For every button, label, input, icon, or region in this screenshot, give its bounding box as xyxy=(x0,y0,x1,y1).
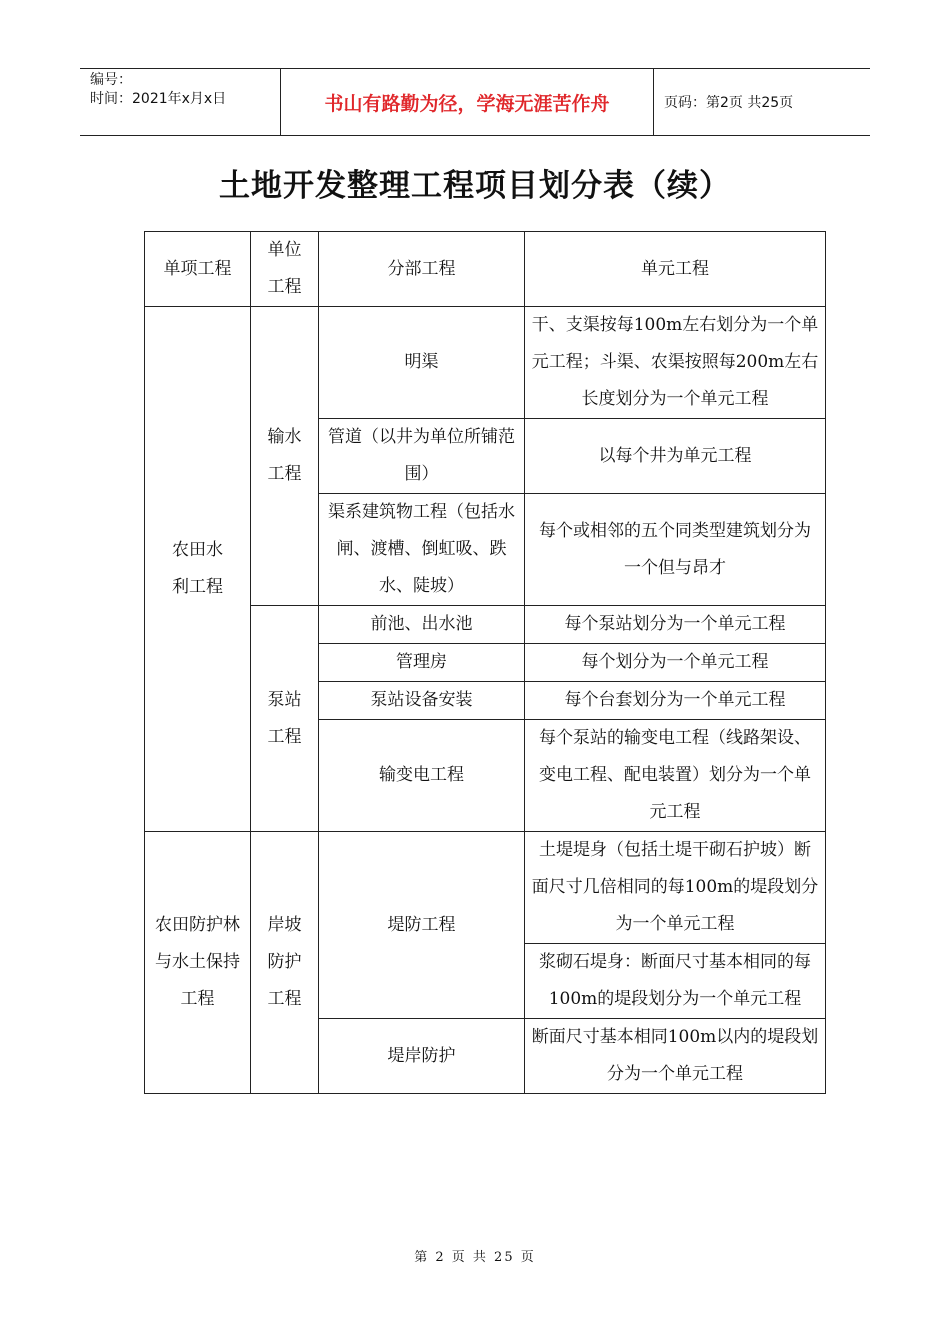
element-cell: 以每个井为单元工程 xyxy=(525,419,826,494)
header-cell: 单元工程 xyxy=(525,232,826,307)
header-cell: 单位工程 xyxy=(251,232,319,307)
header-motto: 书山有路勤为径，学海无涯苦作舟 xyxy=(281,69,654,135)
section-cell: 农田防护林与水土保持工程 xyxy=(145,832,251,1094)
part-cell: 前池、出水池 xyxy=(319,606,525,644)
page-footer: 第 2 页 共 25 页 xyxy=(414,1250,536,1265)
table-row xyxy=(145,832,826,944)
page-title: 土地开发整理工程项目划分表（续） xyxy=(219,168,731,204)
part-cell: 渠系建筑物工程（包括水闸、渡槽、倒虹吸、跌水、陡坡） xyxy=(319,494,525,606)
unit-cell: 岸坡防护工程 xyxy=(251,832,319,1094)
page-header xyxy=(80,68,870,136)
element-cell: 每个或相邻的五个同类型建筑划分为一个但与昂才 xyxy=(525,494,826,606)
table-header-row xyxy=(145,232,826,307)
element-cell: 浆砌石堤身：断面尺寸基本相同的每100m的堤段划分为一个单元工程 xyxy=(525,944,826,1019)
element-cell: 每个泵站划分为一个单元工程 xyxy=(525,606,826,644)
header-meta xyxy=(80,69,281,135)
element-cell: 土堤堤身（包括土堤干砌石护坡）断面尺寸几倍相同的每100m的堤段划分为一个单元工程 xyxy=(525,832,826,944)
section-cell: 农田水利工程 xyxy=(145,307,251,832)
element-cell: 干、支渠按每100m左右划分为一个单元工程；斗渠、农渠按照每200m左右长度划分为一个单元工程 xyxy=(525,307,826,419)
time-label: 时间：2021年x月x日 xyxy=(90,91,227,107)
part-cell: 泵站设备安装 xyxy=(319,682,525,720)
header-cell: 单项工程 xyxy=(145,232,251,307)
number-label: 编号： xyxy=(90,72,132,88)
part-cell: 输变电工程 xyxy=(319,720,525,832)
element-cell: 断面尺寸基本相同100m以内的堤段划分为一个单元工程 xyxy=(525,1019,826,1094)
unit-cell: 输水工程 xyxy=(251,307,319,606)
element-cell: 每个泵站的输变电工程（线路架设、变电工程、配电装置）划分为一个单元工程 xyxy=(525,720,826,832)
part-cell: 堤防工程 xyxy=(319,832,525,1019)
header-cell: 分部工程 xyxy=(319,232,525,307)
element-cell: 每个台套划分为一个单元工程 xyxy=(525,682,826,720)
part-cell: 管道（以井为单位所铺范围） xyxy=(319,419,525,494)
project-division-table xyxy=(144,231,826,1094)
table-row xyxy=(145,307,826,419)
part-cell: 堤岸防护 xyxy=(319,1019,525,1094)
part-cell: 明渠 xyxy=(319,307,525,419)
unit-cell: 泵站工程 xyxy=(251,606,319,832)
part-cell: 管理房 xyxy=(319,644,525,682)
header-page-info: 页码：第2页 共25页 xyxy=(664,95,794,111)
element-cell: 每个划分为一个单元工程 xyxy=(525,644,826,682)
